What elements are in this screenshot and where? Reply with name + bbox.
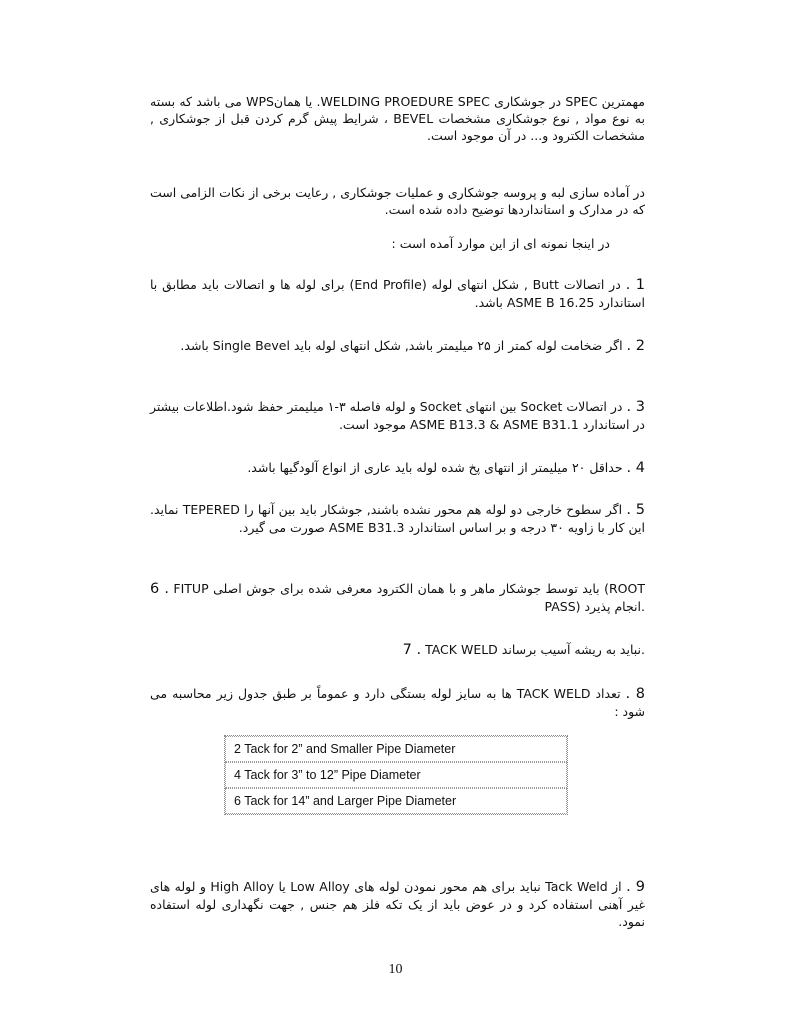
tack-weld-table bbox=[224, 735, 568, 815]
table-row bbox=[225, 788, 567, 814]
item-text: اگر ضخامت لوله کمتر از ۲۵ میلیمتر باشد, شکل انتهای لوله باید Single Bevel باشد. bbox=[180, 338, 623, 353]
list-item-2 bbox=[150, 337, 645, 355]
item-number: 4 . bbox=[626, 460, 645, 476]
table-cell: 2 Tack for 2” and Smaller Pipe Diameter bbox=[225, 736, 567, 762]
list-item-9 bbox=[150, 878, 645, 930]
list-item-3 bbox=[150, 398, 645, 433]
item-text: در اتصالات Butt , شکل انتهای لوله (End Profile) برای لوله ها و اتصالات باید مطابق با استاندارد ASME B 16.25 باشد. bbox=[150, 277, 645, 310]
preparation-paragraph: در آماده سازی لبه و پروسه جوشکاری و عملیات جوشکاری , رعایت برخی از نکات الزامی است که در مدارک و استانداردها توضیح داده شده است. bbox=[150, 185, 645, 217]
item-text: حداقل ۲۰ میلیمتر از انتهای پخ شده لوله باید عاری از انواع آلودگیها باشد. bbox=[247, 460, 623, 475]
list-item-5 bbox=[150, 501, 645, 536]
item-text: تعداد TACK WELD ها به سایز لوله بستگی دارد و عموماً بر طبق جدول زیر محاسبه می شود : bbox=[150, 686, 645, 719]
examples-intro: در اینجا نمونه ای از این موارد آمده است : bbox=[391, 236, 610, 251]
table-cell: 6 Tack for 14” and Larger Pipe Diameter bbox=[225, 788, 567, 814]
list-item-7 bbox=[150, 641, 645, 659]
list-item-4 bbox=[150, 459, 645, 477]
item-text: FITUP باید توسط جوشکار ماهر و با همان الکترود معرفی شده برای جوش اصلی (ROOT PASS) انجام پذیرد. bbox=[173, 581, 645, 614]
item-text: در اتصالات Socket بین انتهای Socket و لوله فاصله ۳-۱ میلیمتر حفظ شود.اطلاعات بیشتر در استاندارد ASME B13.3 & ASME B31.1 موجود است. bbox=[150, 399, 645, 432]
table-row bbox=[225, 762, 567, 788]
list-item-8 bbox=[150, 685, 645, 720]
item-number: 3 . bbox=[626, 399, 645, 415]
table-cell: 4 Tack for 3” to 12” Pipe Diameter bbox=[225, 762, 567, 788]
page-number: 10 bbox=[388, 962, 403, 977]
item-text: TACK WELD نباید به ریشه آسیب برساند. bbox=[425, 642, 645, 657]
intro-paragraph: مهمترین SPEC در جوشکاری WELDING PROEDURE SPEC. یا همانWPS می باشد که بسته به نوع مواد , نوع جوشکاری مشخصات BEVEL ، شرایط پیش گرم کردن قبل از جوشکاری , مشخصات الکترود و... در آن موجود است. bbox=[150, 94, 646, 143]
item-number: 9 . bbox=[626, 879, 646, 895]
item-number: 5 . bbox=[626, 502, 646, 518]
item-number: 8 . bbox=[625, 686, 646, 702]
item-number: 7 . bbox=[402, 642, 422, 658]
item-text: از Tack Weld نباید برای هم محور نمودن لوله های Low Alloy یا High Alloy و لوله های غیر آهنی استفاده کرد و در عوض باید از یک تکه فلز هم جنس , جهت نگهداری لوله استفاده نمود. bbox=[150, 879, 645, 929]
list-item-1 bbox=[150, 276, 645, 311]
item-number: 1 . bbox=[625, 277, 645, 293]
table-row bbox=[225, 736, 567, 762]
item-number: 6 . bbox=[150, 581, 169, 597]
item-number: 2 . bbox=[626, 338, 645, 354]
item-text: اگر سطوح خارجی دو لوله هم محور نشده باشند, جوشکار باید بین آنها را TEPERED نماید. این کار با زاویه ۳۰ درجه و بر اساس استاندارد ASME B31.3 صورت می گیرد. bbox=[150, 502, 645, 535]
list-item-6 bbox=[150, 580, 645, 615]
